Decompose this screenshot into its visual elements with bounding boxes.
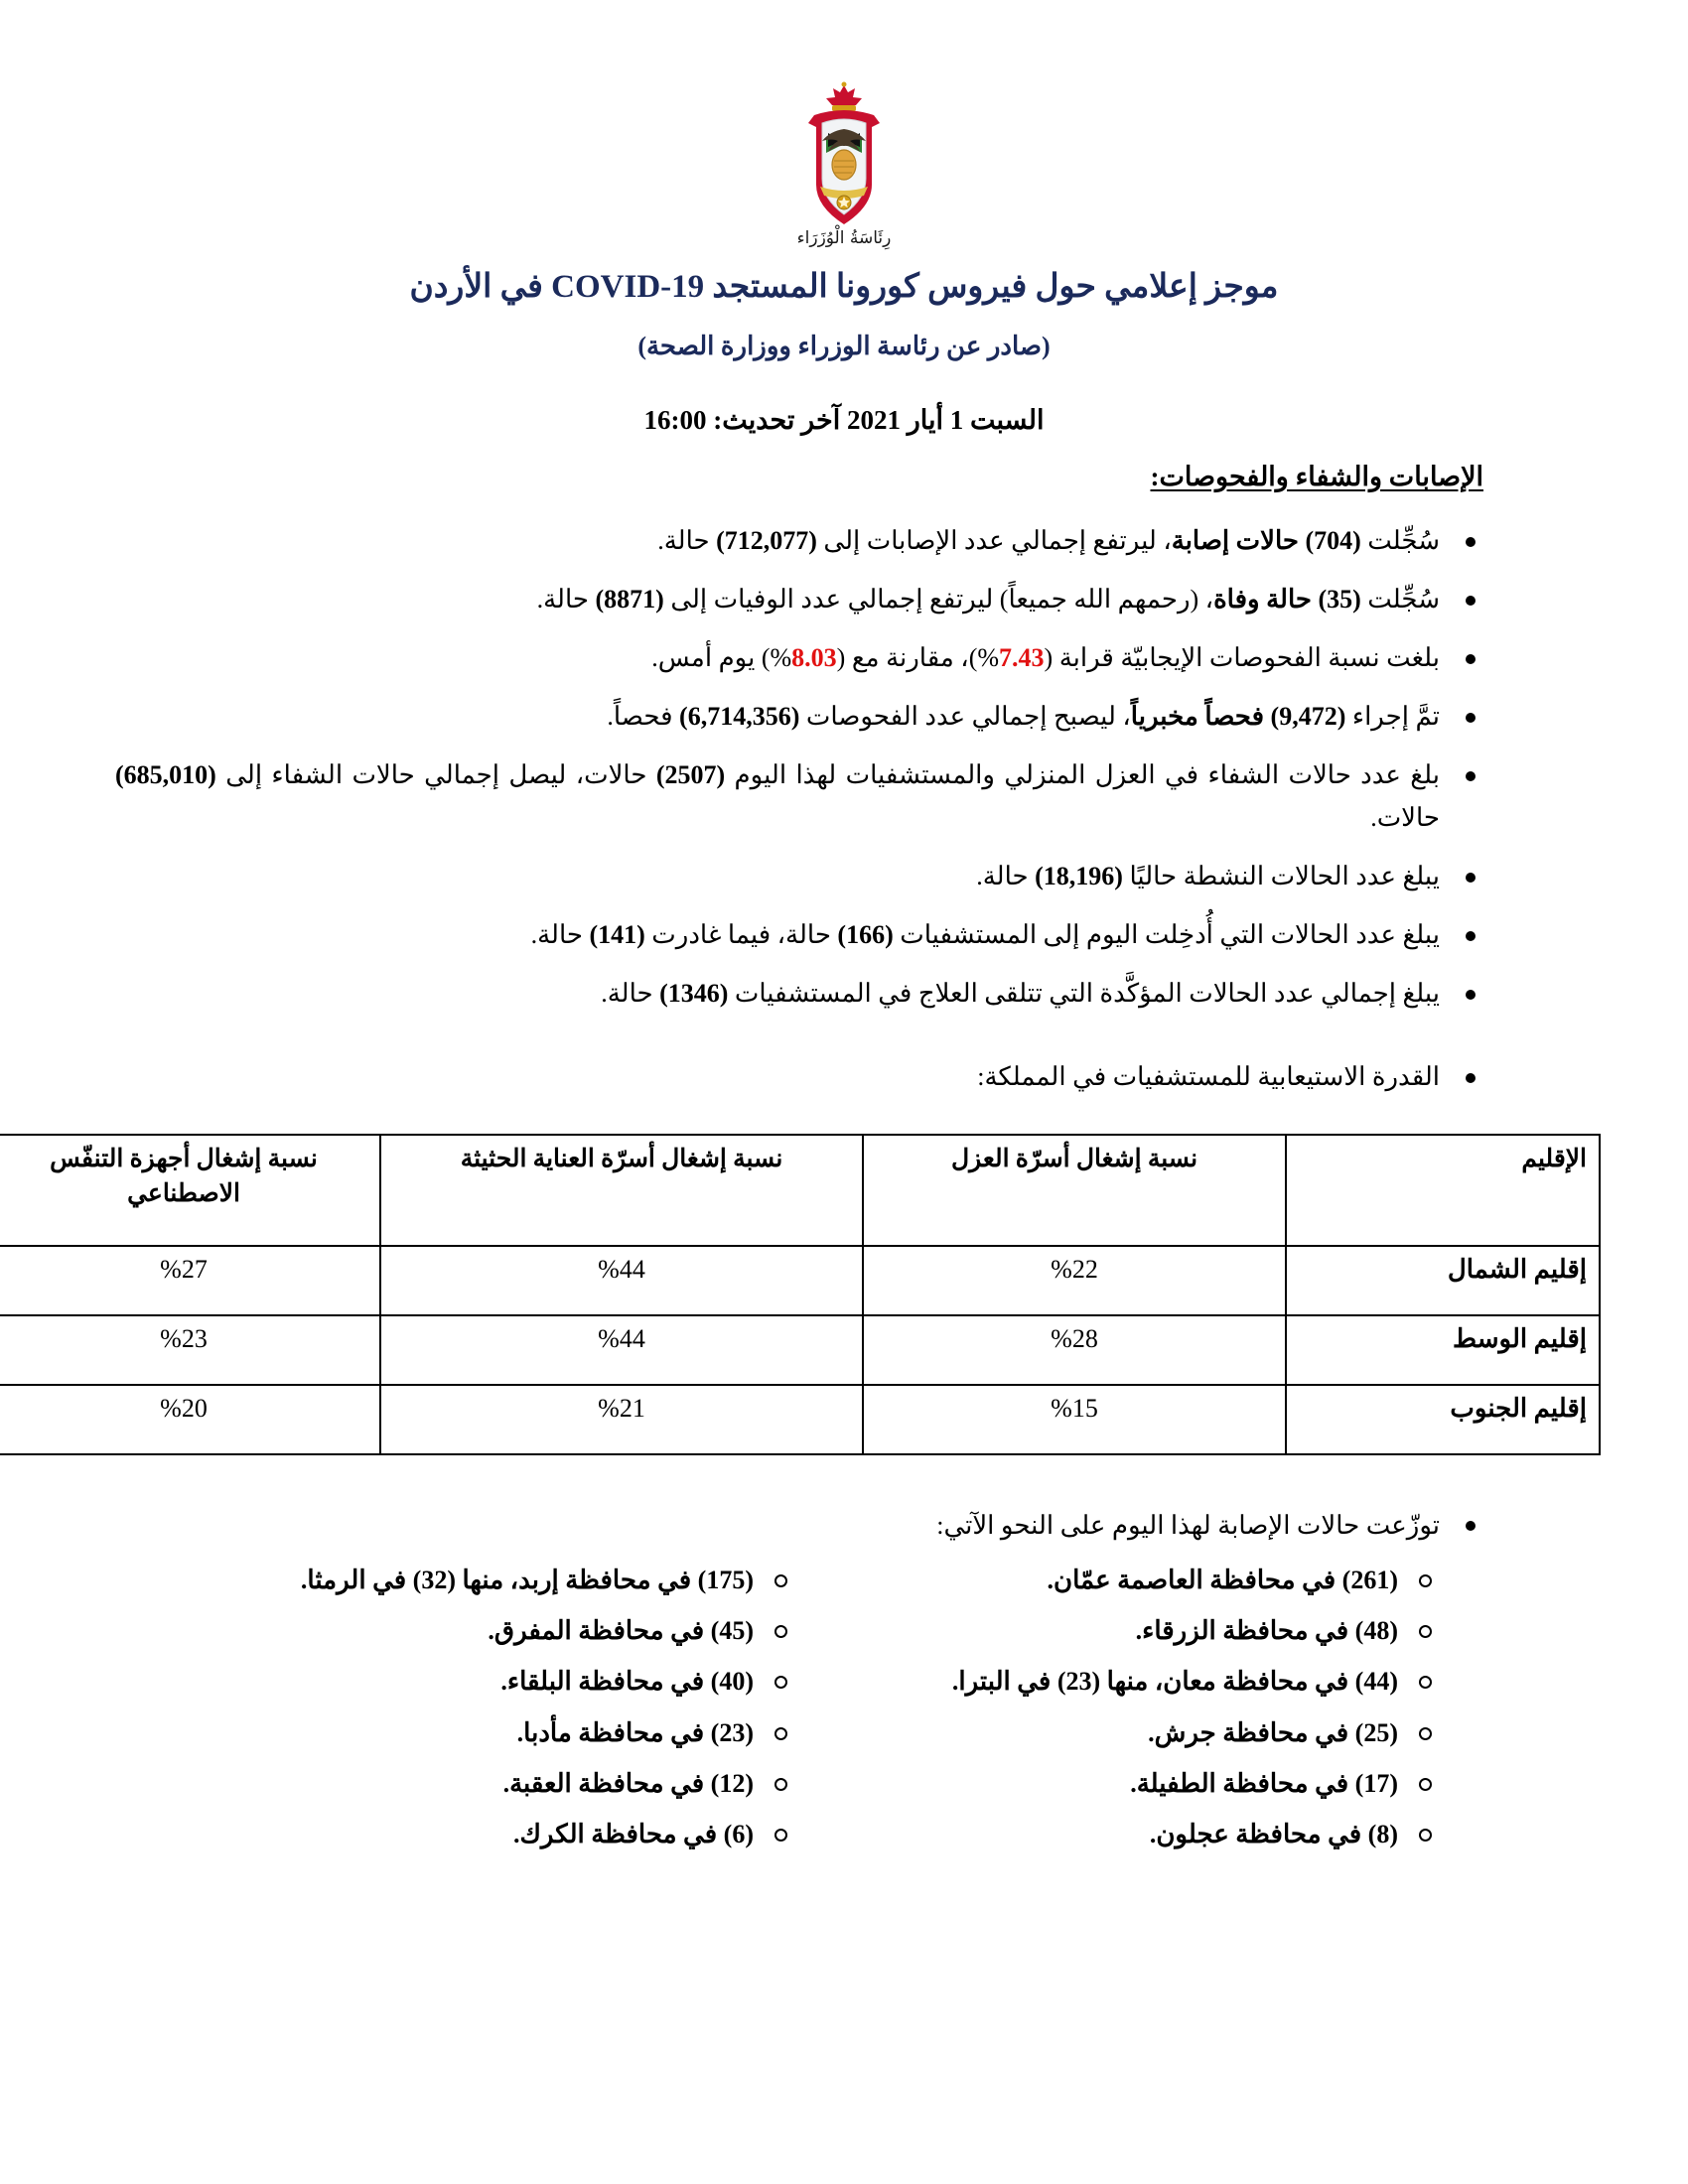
list-item bbox=[115, 754, 1483, 838]
bullet-text-run: حالات. bbox=[1370, 802, 1440, 832]
bullet-text-run: (9,472) فحصاً مخبرياً bbox=[1130, 702, 1346, 732]
bullet-text-run: ، ليرتفع إجمالي عدد الإصابات إلى bbox=[816, 526, 1172, 555]
table-row bbox=[0, 1315, 1600, 1385]
governorate-list-item: (40) في محافظة البلقاء. bbox=[125, 1662, 799, 1702]
governorate-list-item: (261) في محافظة العاصمة عمّان. bbox=[799, 1561, 1444, 1600]
bullet-text-run: يبلغ إجمالي عدد الحالات المؤكَّدة التي تتلقى العلاج في المستشفيات bbox=[728, 978, 1440, 1008]
governorate-list-item: (175) في محافظة إربد، منها (32) في الرمثا. bbox=[125, 1561, 799, 1600]
list-item bbox=[115, 1056, 1483, 1098]
bullet-text-run: (18,196) bbox=[1035, 861, 1123, 890]
governorate-list-item: (45) في محافظة المفرق. bbox=[125, 1611, 799, 1651]
governorate-list-item: (17) في محافظة الطفيلة. bbox=[799, 1764, 1444, 1804]
bullet-text-run: 8.03 bbox=[791, 643, 837, 673]
bullet-text-run: حالة. bbox=[976, 861, 1036, 890]
column-header-region: الإقليم bbox=[1286, 1135, 1600, 1246]
distribution-column-right bbox=[799, 1561, 1483, 1866]
bullet-text-run: سُجِّلت bbox=[1360, 526, 1440, 555]
bullet-text-run: يبلغ عدد الحالات التي أُدخِلت اليوم إلى المستشفيات bbox=[893, 919, 1440, 949]
bullet-text-run: بلغت نسبة الفحوصات الإيجابيّة قرابة ( bbox=[1044, 643, 1440, 673]
isolation-cell: %22 bbox=[863, 1246, 1286, 1315]
isolation-cell: %15 bbox=[863, 1385, 1286, 1454]
capacity-intro-list bbox=[87, 1056, 1601, 1098]
list-item bbox=[115, 579, 1483, 620]
governorate-list-item: (6) في محافظة الكرك. bbox=[125, 1815, 799, 1854]
bullet-text-run: يبلغ عدد الحالات النشطة حاليًا bbox=[1122, 861, 1440, 890]
list-item bbox=[115, 914, 1483, 956]
bullet-text-run: (1346) bbox=[659, 978, 729, 1008]
bullet-text-run: حالات، ليصل إجمالي حالات الشفاء إلى bbox=[215, 760, 656, 790]
bullet-text-run: (8871) bbox=[595, 585, 664, 614]
governorate-list-item: (48) في محافظة الزرقاء. bbox=[799, 1611, 1444, 1651]
governorate-list-item: (23) في محافظة مأدبا. bbox=[125, 1713, 799, 1753]
bullet-text-run: فحصاً. bbox=[607, 702, 680, 732]
column-header-icu-beds: نسبة إشغال أسرّة العناية الحثيثة bbox=[380, 1135, 863, 1246]
section-heading-cases bbox=[87, 462, 1601, 492]
bullet-text-run: تمَّ إجراء bbox=[1345, 702, 1440, 732]
bullet-text-run: حالة، فيما غادرت bbox=[644, 919, 838, 949]
distribution-block bbox=[87, 1505, 1601, 1865]
date-updated-line: السبت 1 أيار 2021 آخر تحديث: 16:00 bbox=[643, 405, 1045, 435]
bullet-text-run: حالة. bbox=[657, 526, 717, 555]
ventilator-cell: %20 bbox=[0, 1385, 380, 1454]
governorate-list-item: (12) في محافظة العقبة. bbox=[125, 1764, 799, 1804]
emblem-block bbox=[87, 0, 1601, 248]
bullet-text-run: (166) bbox=[837, 919, 894, 949]
bullet-text-run: (35) حالة وفاة bbox=[1213, 585, 1361, 614]
region-cell: إقليم الوسط bbox=[1286, 1315, 1600, 1385]
list-item bbox=[115, 637, 1483, 679]
bullet-text-run: %)، مقارنة مع ( bbox=[836, 643, 1000, 673]
bullet-text-run: (6,714,356) bbox=[679, 702, 800, 732]
bullet-text-run: (685,010) bbox=[115, 760, 216, 790]
capacity-intro-text: القدرة الاستيعابية للمستشفيات في المملكة: bbox=[977, 1061, 1440, 1091]
bullet-text-run: (141) bbox=[589, 919, 645, 949]
list-item bbox=[115, 520, 1483, 562]
table-header-row bbox=[0, 1135, 1600, 1246]
emblem-caption: رِئَاسَةُ الْوُزَرَاء bbox=[796, 228, 892, 248]
isolation-cell: %28 bbox=[863, 1315, 1286, 1385]
column-header-ventilators: نسبة إشغال أجهزة التنفّس الاصطناعي bbox=[0, 1135, 380, 1246]
bullet-text-run: %) يوم أمس. bbox=[651, 643, 792, 673]
region-cell: إقليم الجنوب bbox=[1286, 1385, 1600, 1454]
governorate-list-item: (25) في محافظة جرش. bbox=[799, 1713, 1444, 1753]
bullet-text-run: حالة. bbox=[601, 978, 660, 1008]
jordan-coat-of-arms-icon bbox=[788, 81, 900, 232]
distribution-heading: توزّعت حالات الإصابة لهذا اليوم على النحو الآتي: bbox=[115, 1505, 1483, 1547]
governorate-list-item: (44) في محافظة معان، منها (23) في البترا. bbox=[799, 1662, 1444, 1702]
bullet-text-run: (712,077) bbox=[716, 526, 817, 555]
bullet-text-run: ، (رحمهم الله جميعاً) ليرتفع إجمالي عدد الوفيات إلى bbox=[663, 585, 1214, 614]
icu-cell: %44 bbox=[380, 1315, 863, 1385]
ventilator-cell: %23 bbox=[0, 1315, 380, 1385]
page-subtitle: (صادر عن رئاسة الوزراء ووزارة الصحة) bbox=[637, 332, 1051, 360]
governorate-list-item: (8) في محافظة عجلون. bbox=[799, 1815, 1444, 1854]
ventilator-cell: %27 bbox=[0, 1246, 380, 1315]
list-item bbox=[115, 696, 1483, 738]
icu-cell: %44 bbox=[380, 1246, 863, 1315]
bullet-text-run: حالة. bbox=[530, 919, 590, 949]
bullet-text-run: (2507) bbox=[655, 760, 726, 790]
bullet-text-run: سُجِّلت bbox=[1360, 585, 1440, 614]
section-heading-text: الإصابات والشفاء والفحوصات: bbox=[1150, 462, 1483, 491]
bullet-text-run: (704) حالات إصابة bbox=[1171, 526, 1361, 555]
table-row bbox=[0, 1246, 1600, 1315]
list-item bbox=[115, 856, 1483, 897]
table-row bbox=[0, 1385, 1600, 1454]
statistics-bullet-list bbox=[87, 520, 1601, 1015]
bullet-text-run: بلغ عدد حالات الشفاء في العزل المنزلي والمستشفيات لهذا اليوم bbox=[725, 760, 1440, 790]
page-title: موجز إعلامي حول فيروس كورونا المستجد COVID-19 في الأردن bbox=[409, 269, 1279, 305]
bullet-text-run: 7.43 bbox=[999, 643, 1045, 673]
icu-cell: %21 bbox=[380, 1385, 863, 1454]
list-item bbox=[115, 973, 1483, 1015]
bullet-text-run: حالة. bbox=[536, 585, 596, 614]
region-cell: إقليم الشمال bbox=[1286, 1246, 1600, 1315]
column-header-isolation-beds: نسبة إشغال أسرّة العزل bbox=[863, 1135, 1286, 1246]
hospital-capacity-table bbox=[0, 1134, 1601, 1455]
bullet-text-run: ، ليصبح إجمالي عدد الفحوصات bbox=[799, 702, 1131, 732]
distribution-column-left bbox=[115, 1561, 799, 1866]
